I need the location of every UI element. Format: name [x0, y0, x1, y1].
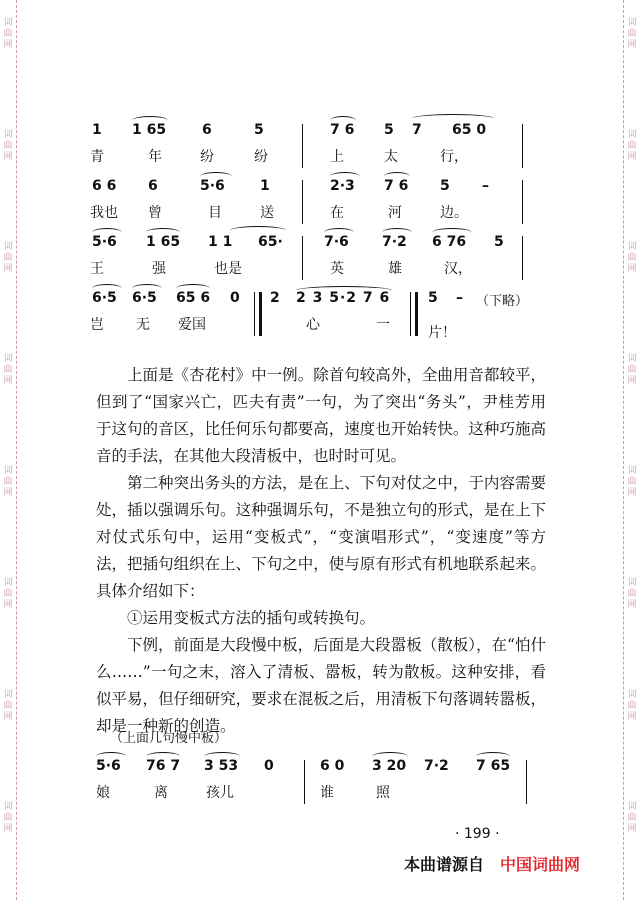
score-row-1 — [90, 118, 530, 174]
note: 5 — [494, 234, 504, 250]
watermark-text: 词 曲 网 — [627, 130, 637, 162]
lyric: 照 — [376, 785, 390, 801]
note: 6·5 — [92, 290, 117, 306]
note: 7·6 — [324, 234, 349, 250]
note: 6 76 — [432, 234, 467, 250]
score-row-4 — [90, 286, 530, 342]
footer-site-link[interactable]: 中国词曲网 — [500, 855, 581, 874]
note: 6·5 — [132, 290, 157, 306]
watermark-text: 词 曲 网 — [627, 466, 637, 498]
watermark-text: 词 曲 网 — [627, 578, 637, 610]
note: 7 65 — [476, 758, 511, 774]
footer-source: 本曲谱源自 — [404, 855, 485, 874]
lyric: 太 — [384, 149, 398, 165]
lyric: 离 — [154, 785, 168, 801]
lyric: 也是 — [214, 261, 242, 277]
paragraph-1: 上面是《杏花村》中一例。除首句较高外，全曲用音都较平，但到了“国家兴亡，匹夫有责”一句，为了突出“务头”，尹桂芳用于这句的音区，比任何乐句都要高，速度也开始转快。这种巧施高音的手法，在其他大段清板中，也时时可见。 — [96, 366, 546, 465]
score-block-1 — [90, 118, 530, 342]
lyric: 英 — [330, 261, 344, 277]
note: 65· — [258, 234, 283, 250]
lyric: 雄 — [388, 261, 402, 277]
lyric: 王 — [90, 261, 104, 277]
lyric: 谁 — [320, 785, 334, 801]
note: 1 — [92, 122, 102, 138]
note: 7 6 — [384, 178, 409, 194]
lyric: 一 — [376, 317, 390, 333]
note: – — [456, 290, 463, 306]
paragraph-3: ①运用变板式方法的插句或转换句。 — [127, 609, 376, 627]
note: 2·3 — [330, 178, 355, 194]
paragraph-2: 第二种突出务头的方法，是在上、下句对仗之中，于内容需要处，插以强调乐句。这种强调乐句，不是独立句的形式，是在上下对仗式乐句中，运用“变板式”，“变演唱形式”，“变速度”等方法，把插句组织在上、下句之中，使与原有形式有机地联系起来。具体介绍如下： — [96, 474, 546, 600]
watermark-text: 词 曲 网 — [3, 578, 13, 610]
lyric: 片！ — [428, 325, 456, 341]
paragraph-4: 下例，前面是大段慢中板，后面是大段嚣板（散板），在“怕什么……”一句之末，溶入了清板、嚣板，转为散板。这种安排，看似平易，但仔细研究，要求在混板之后，用清板下句落调转嚣板，却是一种新的创造。 — [96, 636, 546, 735]
watermark-text: 词 曲 网 — [3, 354, 13, 386]
note: 7 — [412, 122, 422, 138]
lyric: 行， — [440, 149, 468, 165]
body-text — [96, 362, 546, 740]
watermark-text: 词 曲 网 — [627, 690, 637, 722]
note: 3 20 — [372, 758, 407, 774]
lyric: 我也 — [90, 205, 118, 221]
note: 7·2 — [382, 234, 407, 250]
lyric: 爱国 — [178, 317, 206, 333]
note: 1 1 — [208, 234, 233, 250]
note: 2 — [270, 290, 280, 306]
omitted-note: （下略） — [476, 294, 529, 309]
note: 3 53 — [204, 758, 239, 774]
watermark-text: 词 曲 网 — [627, 354, 637, 386]
note: 5 — [254, 122, 264, 138]
score-2-label: （上面几句慢中板） — [110, 731, 228, 746]
note: 5·6 — [200, 178, 225, 194]
watermark-text: 词 曲 网 — [3, 802, 13, 834]
score-2-row — [90, 754, 530, 810]
lyric: 河 — [388, 205, 402, 221]
note: – — [482, 178, 489, 194]
footer-credit — [404, 852, 580, 875]
lyric: 上 — [330, 149, 344, 165]
page-number: · 199 · — [455, 826, 500, 842]
lyric: 边。 — [440, 205, 468, 221]
note: 6 — [148, 178, 158, 194]
note: 5·6 — [92, 234, 117, 250]
lyric: 岂 — [90, 317, 104, 333]
note: 5 — [384, 122, 394, 138]
note: 5 — [428, 290, 438, 306]
note: 1 — [260, 178, 270, 194]
lyric: 孩儿 — [206, 785, 234, 801]
lyric: 曾 — [148, 205, 162, 221]
watermark-text: 词 曲 网 — [627, 18, 637, 50]
note: 6 — [202, 122, 212, 138]
lyric: 心 — [306, 317, 320, 333]
note: 7 6 — [330, 122, 355, 138]
note: 6 0 — [320, 758, 345, 774]
note: 5·6 — [96, 758, 121, 774]
lyric: 汉， — [444, 261, 472, 277]
lyric: 送 — [260, 205, 274, 221]
lyric: 纷 — [254, 149, 268, 165]
lyric: 目 — [208, 205, 222, 221]
note: 6 6 — [92, 178, 117, 194]
note: 0 — [264, 758, 274, 774]
watermark-text: 词 曲 网 — [3, 690, 13, 722]
watermark-text: 词 曲 网 — [3, 18, 13, 50]
watermark-text: 词 曲 网 — [3, 242, 13, 274]
note: 1 65 — [132, 122, 167, 138]
note: 2 3 5·2 7 6 — [296, 290, 391, 306]
score-row-2 — [90, 174, 530, 230]
score-row-3 — [90, 230, 530, 286]
lyric: 无 — [136, 317, 150, 333]
lyric: 娘 — [96, 785, 110, 801]
note: 5 — [440, 178, 450, 194]
watermark-text: 词 曲 网 — [3, 466, 13, 498]
note: 0 — [230, 290, 240, 306]
note: 1 65 — [146, 234, 181, 250]
note: 7·2 — [424, 758, 449, 774]
lyric: 年 — [148, 149, 162, 165]
watermark-text: 词 曲 网 — [627, 242, 637, 274]
lyric: 在 — [330, 205, 344, 221]
note: 65 0 — [452, 122, 487, 138]
lyric: 强 — [152, 261, 166, 277]
score-block-2 — [90, 754, 530, 810]
lyric: 青 — [90, 149, 104, 165]
note: 76 7 — [146, 758, 181, 774]
watermark-text: 词 曲 网 — [627, 802, 637, 834]
note: 65 6 — [176, 290, 211, 306]
lyric: 纷 — [200, 149, 214, 165]
watermark-text: 词 曲 网 — [3, 130, 13, 162]
